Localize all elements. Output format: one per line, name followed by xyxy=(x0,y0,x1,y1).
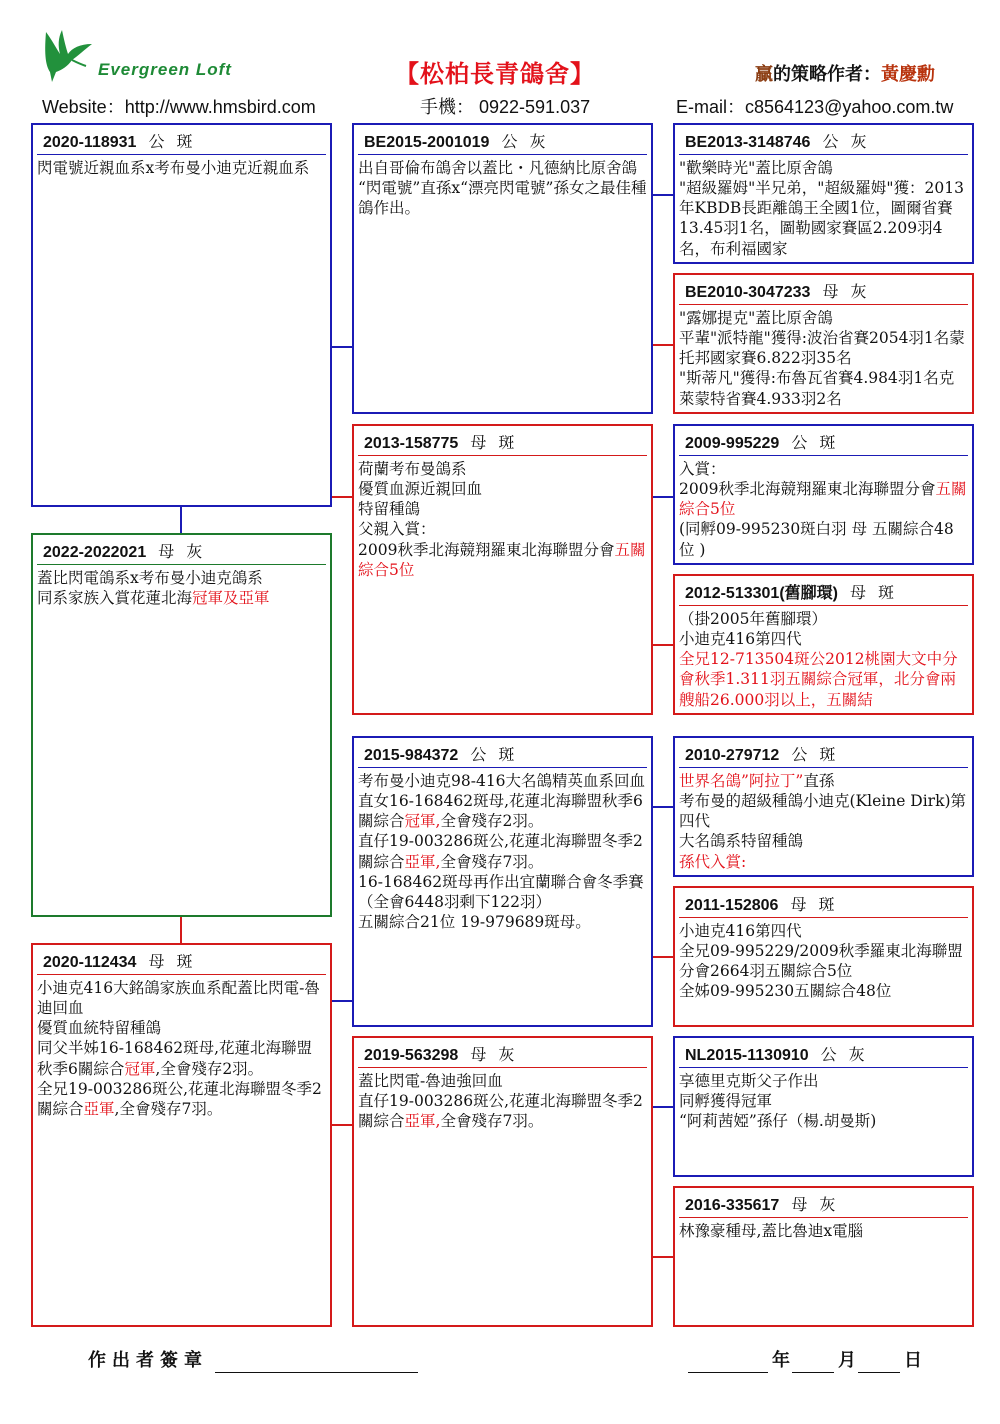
month-line[interactable] xyxy=(792,1372,834,1373)
box-description xyxy=(675,1218,972,1244)
description-text: ,全會殘存2羽。 全兄19-003286斑公,花蓮北海聯盟冬季2關綜合 xyxy=(37,1059,322,1118)
sex-label: 母 xyxy=(822,282,839,301)
plumage-color: 灰 xyxy=(529,132,546,151)
sex-label: 母 xyxy=(158,542,175,561)
sex-label: 母 xyxy=(849,583,866,602)
box-description xyxy=(675,918,972,1005)
connector xyxy=(652,194,674,196)
description-text: 蓋比閃電鴿系x考布曼小迪克鴿系 同系家族入賞花蓮北海 xyxy=(37,569,263,608)
box-description xyxy=(675,606,972,713)
strategy-label: 的策略作者： xyxy=(773,64,881,85)
box-description xyxy=(675,155,972,262)
subject-box xyxy=(31,533,332,917)
ring-number: 2010-279712 xyxy=(685,747,780,764)
box-header xyxy=(358,738,647,768)
plumage-color: 灰 xyxy=(819,1195,836,1214)
ring-number: 2016-335617 xyxy=(685,1197,780,1214)
box-header xyxy=(37,945,326,975)
plumage-color: 斑 xyxy=(818,895,835,914)
sex-label: 母 xyxy=(790,895,807,914)
dam-sire-box xyxy=(352,736,653,1027)
year-line[interactable] xyxy=(688,1372,768,1373)
day-line[interactable] xyxy=(858,1372,900,1373)
ring-number: 2019-563298 xyxy=(364,1047,459,1064)
description-text: 考布曼小迪克98-416大名鴿精英血系回血 直女16-168462斑母,花蓮北海聯盟秋季6關綜合 xyxy=(358,772,646,831)
plumage-color: 灰 xyxy=(498,1045,515,1064)
description-text: 荷蘭考布曼鴿系 優質血源近親回血 特留種鴿 父親入賞： 2009秋季北海競翔羅東北海聯盟分會 xyxy=(358,460,615,559)
sex-label: 公 xyxy=(822,132,839,151)
plumage-color: 斑 xyxy=(498,433,515,452)
connector xyxy=(652,344,674,346)
box-description xyxy=(33,975,330,1122)
plumage-color: 斑 xyxy=(176,952,193,971)
ring-number: BE2015-2001019 xyxy=(364,134,490,151)
strategy-author xyxy=(755,60,935,86)
sex-label: 母 xyxy=(791,1195,808,1214)
box-description xyxy=(675,305,972,412)
dsd-box xyxy=(673,886,974,1027)
dss-box xyxy=(673,736,974,877)
ring-number: 2009-995229 xyxy=(685,435,780,452)
day-label: 日 xyxy=(904,1350,922,1371)
sex-label: 公 xyxy=(791,433,808,452)
dove-logo xyxy=(38,26,98,84)
brand-name: Evergreen Loft xyxy=(98,60,232,79)
box-header xyxy=(679,275,968,305)
ddd-box xyxy=(673,1186,974,1327)
description-text: 直孫 考布曼的超級種鴿小迪克(Kleine Dirk)第四代 大名鴿系特留種鴿 xyxy=(679,772,967,851)
plumage-color: 斑 xyxy=(176,132,193,151)
sex-label: 公 xyxy=(820,1045,837,1064)
dam-box xyxy=(31,943,332,1327)
sex-label: 母 xyxy=(148,952,165,971)
box-header xyxy=(37,125,326,155)
ring-number: BE2013-3148746 xyxy=(685,134,811,151)
box-description xyxy=(33,565,330,611)
highlight-text: 五關綜合5位 xyxy=(358,540,646,579)
box-header xyxy=(358,1038,647,1068)
connector xyxy=(331,496,353,498)
highlight-text: 亞軍, xyxy=(404,852,441,871)
description-text: 閃電號近親血系x考布曼小迪克近親血系 xyxy=(37,159,310,177)
box-header xyxy=(679,576,968,606)
highlight-text: 五關綜合5位 xyxy=(679,480,967,519)
sire-dam-box xyxy=(352,424,653,715)
box-header xyxy=(679,738,968,768)
email-link[interactable]: E-mail：c8564123@yahoo.com.tw xyxy=(676,97,954,117)
author-name: 黃慶勳 xyxy=(881,64,935,85)
plumage-color: 斑 xyxy=(498,745,515,764)
signature-line[interactable] xyxy=(215,1372,418,1373)
description-text: (同孵09-995230斑白羽 母 五關綜合48位 ) xyxy=(679,520,954,559)
connector xyxy=(180,506,182,534)
box-header xyxy=(679,1038,968,1068)
connector xyxy=(652,1106,674,1108)
connector xyxy=(652,496,674,498)
box-header xyxy=(679,1188,968,1218)
highlight-text: 亞軍, xyxy=(404,1112,441,1131)
plumage-color: 斑 xyxy=(878,583,895,602)
description-text: 出自哥倫布鴿舍以蓋比・凡德納比原舍鴿 “閃電號”直孫x“漂亮閃電號”孫女之最佳種鴿作出。 xyxy=(358,159,647,218)
description-text: ,全會殘存7羽。 xyxy=(114,1099,223,1118)
description-text: 全會殘存7羽。 16-168462斑母再作出宜蘭聯合會冬季賽（全會6448羽剩下122羽） 五關綜合21位 19-979689斑母。 xyxy=(358,852,644,931)
box-description xyxy=(675,456,972,563)
description-text: 林豫豪種母,蓋比魯迪x電腦 xyxy=(679,1222,864,1240)
ring-number: 2011-152806 xyxy=(685,897,779,914)
sex-label: 母 xyxy=(470,1045,487,1064)
connector xyxy=(652,806,674,808)
connector xyxy=(331,346,353,348)
connector xyxy=(652,956,674,958)
signature-label: 作出者簽章 xyxy=(88,1350,208,1371)
plumage-color: 斑 xyxy=(819,745,836,764)
ring-number: 2012-513301(舊腳環) xyxy=(685,585,838,602)
ring-number: 2020-118931 xyxy=(43,134,137,151)
plumage-color: 灰 xyxy=(848,1045,865,1064)
description-text: 入賞： 2009秋季北海競翔羅東北海聯盟分會 xyxy=(679,460,936,499)
connector xyxy=(331,1124,353,1126)
year-label: 年 xyxy=(772,1350,790,1371)
box-header xyxy=(358,125,647,155)
description-text: 全會殘存7羽。 xyxy=(440,1112,544,1131)
ring-number: 2022-2022021 xyxy=(43,544,147,561)
ring-number: 2013-158775 xyxy=(364,435,459,452)
page-title: 【松柏長青鴿舍】 xyxy=(395,61,595,88)
website-link[interactable]: Website：http://www.hmsbird.com xyxy=(42,97,316,117)
ring-number: NL2015-1130910 xyxy=(685,1047,809,1064)
plumage-color: 灰 xyxy=(850,132,867,151)
plumage-color: 灰 xyxy=(186,542,203,561)
box-description xyxy=(354,155,651,221)
box-description xyxy=(354,456,651,583)
month-label: 月 xyxy=(838,1350,856,1371)
box-description xyxy=(354,768,651,935)
sex-label: 母 xyxy=(470,433,487,452)
description-text: "露娜提克"蓋比原舍鴿 平輩"派特龍"獲得:波治省賽2054羽1名蒙托邦國家賽6.822羽35名 "斯蒂凡"獲得:布魯瓦省賽4.984羽1名克萊蒙特省賽4.933羽2名 xyxy=(679,309,965,408)
box-header xyxy=(679,125,968,155)
sex-label: 公 xyxy=(791,745,808,764)
sex-label: 公 xyxy=(501,132,518,151)
sire-sire-box xyxy=(352,123,653,414)
highlight-text: 冠軍, xyxy=(404,812,441,831)
highlight-text: 冠軍 xyxy=(124,1059,156,1078)
dam-dam-box xyxy=(352,1036,653,1327)
dds-box xyxy=(673,1036,974,1177)
box-header xyxy=(679,888,968,918)
description-text: 享德里克斯父子作出 同孵獲得冠軍 “阿莉茜婭”孫仔（楊.胡曼斯) xyxy=(679,1072,877,1131)
highlight-text: 全兄12-713504斑公2012桃園大文中分會秋季1.311羽五關綜合冠軍，北分會兩艘船26.000羽以上，五關結 xyxy=(679,650,958,709)
highlight-text: 亞軍 xyxy=(83,1099,115,1118)
sex-label: 公 xyxy=(148,132,165,151)
highlight-text: 孫代入賞: xyxy=(679,852,747,871)
box-description xyxy=(675,768,972,875)
strategy-prefix: 贏 xyxy=(755,64,773,85)
sire-box xyxy=(31,123,332,507)
description-text: 小迪克416大銘鴿家族血系配蓋比閃電-魯迪回血 優質血統特留種鴿 同父半姊16-168462斑母,花蓮北海聯盟秋季6關綜合 xyxy=(37,979,320,1078)
sss-box xyxy=(673,123,974,264)
ring-number: BE2010-3047233 xyxy=(685,284,811,301)
box-header xyxy=(358,426,647,456)
connector xyxy=(180,916,182,944)
box-description xyxy=(33,155,330,181)
description-text: （掛2005年舊腳環） 小迪克416第四代 xyxy=(679,610,827,649)
ring-number: 2015-984372 xyxy=(364,747,459,764)
plumage-color: 灰 xyxy=(850,282,867,301)
connector xyxy=(331,1000,353,1002)
description-text: 蓋比閃電-魯迪強回血 直仔19-003286斑公,花蓮北海聯盟冬季2關綜合 xyxy=(358,1072,643,1131)
phone-number: 手機： 0922-591.037 xyxy=(420,97,591,117)
box-description xyxy=(675,1068,972,1134)
box-header xyxy=(679,426,968,456)
box-description xyxy=(354,1068,651,1134)
description-text: "歡樂時光"蓋比原舍鴿 "超級羅姆"半兄弟，"超級羅姆"獲：2013年KBDB長距離鴿王全國1位，圖爾省賽13.45羽1名，圖勒國家賽區2.209羽4名，布利福國家 xyxy=(679,159,964,258)
ssd-box xyxy=(673,273,974,414)
connector xyxy=(652,644,674,646)
sdd-box xyxy=(673,574,974,715)
highlight-text: 世界名鴿”阿拉丁” xyxy=(679,772,804,790)
sex-label: 公 xyxy=(470,745,487,764)
description-text: 小迪克416第四代 全兄09-995229/2009秋季羅東北海聯盟分會2664羽五關綜合5位 全姊09-995230五關綜合48位 xyxy=(679,922,963,1001)
box-header xyxy=(37,535,326,565)
description-text: 全會殘存2羽。 直仔19-003286斑公,花蓮北海聯盟冬季2關綜合 xyxy=(358,812,643,871)
highlight-text: 冠軍及亞軍 xyxy=(192,589,270,608)
sds-box xyxy=(673,424,974,565)
plumage-color: 斑 xyxy=(819,433,836,452)
connector xyxy=(652,1256,674,1258)
ring-number: 2020-112434 xyxy=(43,954,137,971)
